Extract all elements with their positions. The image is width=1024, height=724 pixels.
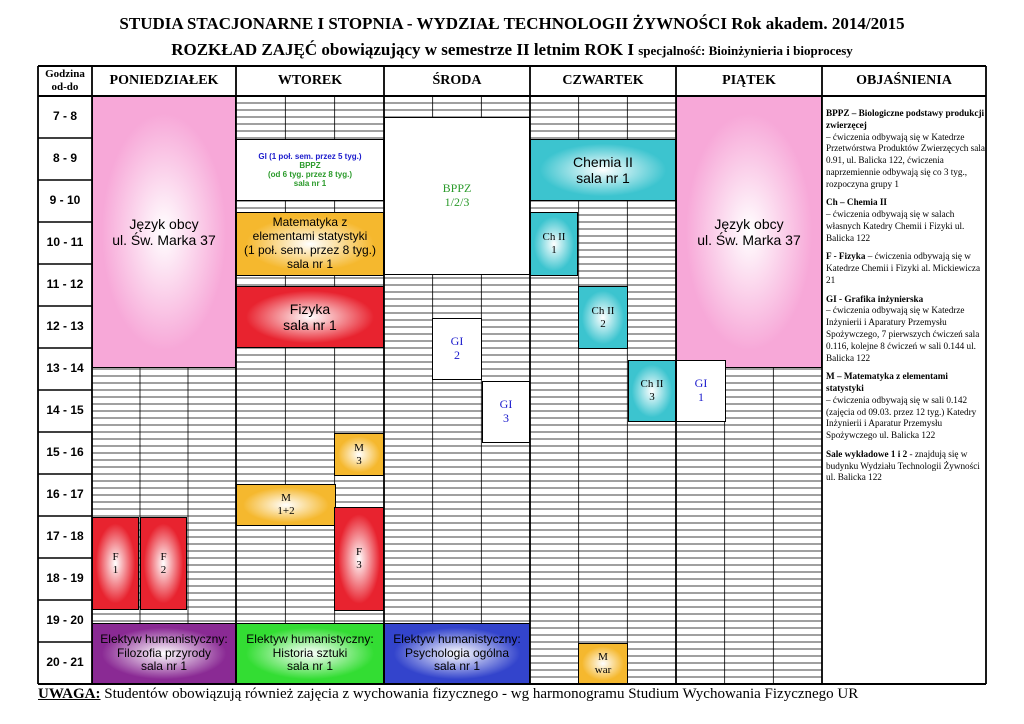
wednesday-elective-block: Elektyw humanistyczny: Psychologia ogólna sala nr 1 — [384, 623, 530, 684]
page-title: STUDIA STACJONARNE I STOPNIA - WYDZIAŁ TECHNOLOGII ŻYWNOŚCI Rok akadem. 2014/2015 — [119, 14, 905, 33]
note-bppz: BPPZ – Biologiczne podstawy produkcji zwierzęcej – ćwiczenia odbywają się w Katedrze Przetwórstwa Produktów Zwierzęcych sala 0.91, ul. Balicka 122, ćwiczenia naprzemiennie odbywają się co 3 tyg., rozpoczyna grupy 1 — [826, 108, 985, 189]
tuesday-bppz-line: BPPZ (od 6 tyg. przez 8 tyg.) — [267, 160, 352, 179]
monday-language-block: Język obcy ul. Św. Marka 37 — [92, 96, 236, 368]
note-halls: Sale wykładowe 1 i 2 - znajdują się w budynku Wydziału Technologii Żywności ul. Balicka 122 — [826, 448, 980, 483]
wednesday-bppz-block: BPPZ 1/2/3 — [384, 117, 530, 275]
tuesday-math-block: Matematyka z elementami statystyki (1 poł. sem. przez 8 tyg.) sala nr 1 — [236, 212, 384, 276]
day-header-4: CZWARTEK — [562, 72, 644, 88]
note-math: M – Matematyka z elementami statystyki – ćwiczenia odbywają się w sali 0.142 (zajęcia od 09.03. przez 12 tyg.) Katedry Inżynierii i Aparatur Przemysłu Spożywczego ul. Balicka 122 — [826, 371, 977, 441]
hour-label: 14 - 15 — [46, 403, 84, 418]
friday-gi1-block: GI 1 — [676, 360, 726, 422]
thursday-mwar-block: M war — [578, 643, 628, 684]
note-graphics: GI - Grafika inżynierska – ćwiczenia odbywają się w Katedrze Inżynierii i Aparatury Przemysłu Spożywczego, 7 pierwszych ćwiczeń sala 0.116, kolejne 8 ćwiczeń w sali 0.144 ul. Balicka 122 — [826, 293, 980, 363]
tuesday-physics-block: Fizyka sala nr 1 — [236, 286, 384, 348]
hour-label: 18 - 19 — [46, 571, 84, 586]
day-header-5: PIĄTEK — [722, 72, 776, 88]
tuesday-elective-block: Elektyw humanistyczny: Historia sztuki sala nr 1 — [236, 623, 384, 684]
tuesday-f3-block: F 3 — [334, 507, 384, 611]
hour-label: 15 - 16 — [46, 445, 84, 460]
note-chemistry: Ch – Chemia II – ćwiczenia odbywają się w salach własnych Katedry Chemii i Fizyki ul. Balicka 122 — [826, 197, 965, 243]
note-physics: F - Fizyka – ćwiczenia odbywają się w Katedrze Chemii i Fizyki al. Mickiewicza 21 — [826, 251, 981, 285]
tuesday-room-line: sala nr 1 — [293, 179, 327, 189]
day-header-1: PONIEDZIAŁEK — [109, 72, 219, 88]
hour-label: 10 - 11 — [46, 235, 84, 250]
thursday-ch3-block: Ch II 3 — [628, 360, 676, 422]
hour-label: 16 - 17 — [46, 487, 84, 502]
notes-panel — [826, 108, 986, 491]
hour-label: 7 - 8 — [52, 109, 77, 124]
monday-f2-block: F 2 — [140, 517, 187, 610]
tuesday-gi-line: GI (1 poł. sem. przez 5 tyg.) — [258, 151, 362, 161]
thursday-ch1-block: Ch II 1 — [530, 212, 578, 276]
hour-label: 11 - 12 — [46, 277, 84, 292]
hour-label: 12 - 13 — [46, 319, 84, 334]
hour-label: 8 - 9 — [52, 151, 77, 166]
specialty-label: specjalność: Bioinżynieria i bioprocesy — [638, 43, 853, 58]
footer-label: UWAGA: — [38, 686, 101, 702]
hour-label: 19 - 20 — [46, 613, 84, 628]
wednesday-gi2-block: GI 2 — [432, 318, 482, 380]
day-header-3: ŚRODA — [432, 72, 482, 88]
monday-f1-block: F 1 — [92, 517, 139, 610]
tuesday-m3-block: M 3 — [334, 433, 384, 476]
hour-label: 17 - 18 — [46, 529, 84, 544]
tuesday-gi-bppz-block — [236, 139, 384, 201]
notes-header: OBJAŚNIENIA — [856, 72, 952, 88]
day-header-2: WTOREK — [277, 72, 343, 88]
tuesday-m12-block: M 1+2 — [236, 484, 336, 526]
wednesday-gi3-block: GI 3 — [482, 381, 530, 443]
thursday-ch2-block: Ch II 2 — [578, 286, 628, 349]
hour-label: 13 - 14 — [46, 361, 84, 376]
footer-text: Studentów obowiązują również zajęcia z wychowania fizycznego - wg harmonogramu Studium Wychowania Fizycznego UR — [100, 686, 859, 702]
hour-label: 20 - 21 — [46, 655, 84, 670]
hour-label: 9 - 10 — [49, 193, 81, 208]
hours-column-header: Godzina od-do — [45, 68, 85, 93]
schedule-title: ROZKŁAD ZAJĘĆ obowiązujący w semestrze II letnim ROK I — [171, 40, 634, 59]
footer-note — [38, 686, 858, 703]
monday-elective-block: Elektyw humanistyczny: Filozofia przyrody sala nr 1 — [92, 623, 236, 684]
friday-language-block: Język obcy ul. Św. Marka 37 — [676, 96, 822, 368]
thursday-chemistry-block: Chemia II sala nr 1 — [530, 139, 676, 201]
